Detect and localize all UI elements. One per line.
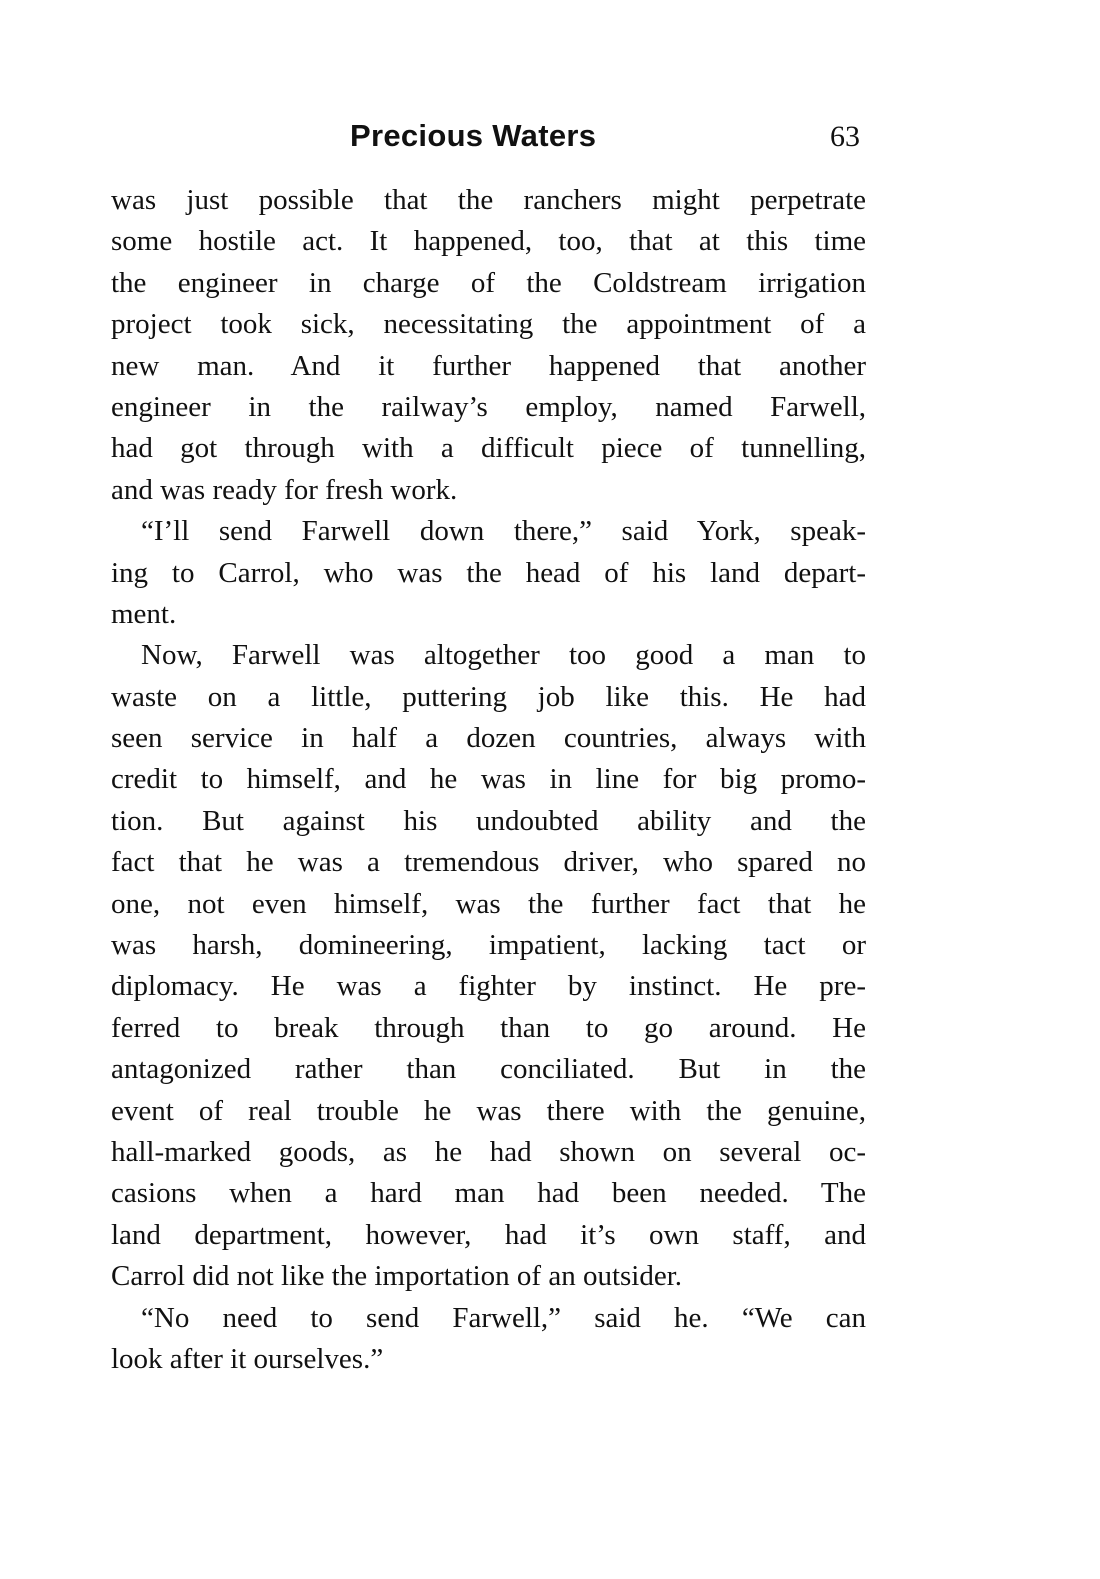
text-line: event of real trouble he was there with the genuine, — [111, 1094, 866, 1127]
text-line: look after it ourselves.” — [111, 1342, 384, 1375]
running-title: Precious Waters — [350, 118, 597, 153]
body-text — [111, 180, 866, 1380]
text-line: “I’ll send Farwell down there,” said York, speak- — [141, 515, 866, 548]
text-line: project took sick, necessitating the appointment of a — [111, 308, 866, 341]
text-line: new man. And it further happened that another — [111, 349, 866, 382]
text-line: one, not even himself, was the further fact that he — [111, 887, 866, 920]
text-line: had got through with a difficult piece of tunnelling, — [111, 432, 866, 465]
text-line: seen service in half a dozen countries, always with — [111, 722, 866, 755]
text-line: Carrol did not like the importation of an outsider. — [111, 1260, 683, 1293]
text-line: fact that he was a tremendous driver, who spared no — [111, 846, 866, 879]
text-line: hall-marked goods, as he had shown on several oc- — [111, 1135, 866, 1168]
text-line: some hostile act. It happened, too, that at this time — [111, 225, 866, 258]
text-line: ing to Carrol, who was the head of his land depart- — [111, 556, 866, 589]
text-line: was just possible that the ranchers might perpetrate — [111, 184, 866, 216]
text-line: credit to himself, and he was in line for big promo- — [111, 763, 866, 796]
text-line: engineer in the railway’s employ, named Farwell, — [111, 390, 866, 423]
text-line: and was ready for fresh work. — [111, 473, 458, 506]
text-line: diplomacy. He was a fighter by instinct. He pre- — [111, 970, 866, 1003]
text-line: ferred to break through than to go around. He — [111, 1011, 866, 1044]
text-line: “No need to send Farwell,” said he. “We can — [141, 1301, 866, 1334]
text-line: casions when a hard man had been needed. The — [111, 1177, 866, 1210]
text-line: ment. — [111, 597, 177, 630]
text-line: land department, however, had it’s own staff, and — [111, 1218, 866, 1251]
text-line: the engineer in charge of the Coldstream irrigation — [111, 266, 866, 299]
text-line: Now, Farwell was altogether too good a man to — [141, 639, 866, 672]
text-line: tion. But against his undoubted ability and the — [111, 804, 866, 837]
page-number: 63 — [830, 120, 860, 153]
text-line: antagonized rather than conciliated. But in the — [111, 1053, 866, 1086]
text-line: waste on a little, puttering job like this. He had — [111, 680, 866, 713]
text-line: was harsh, domineering, impatient, lacking tact or — [111, 929, 866, 962]
